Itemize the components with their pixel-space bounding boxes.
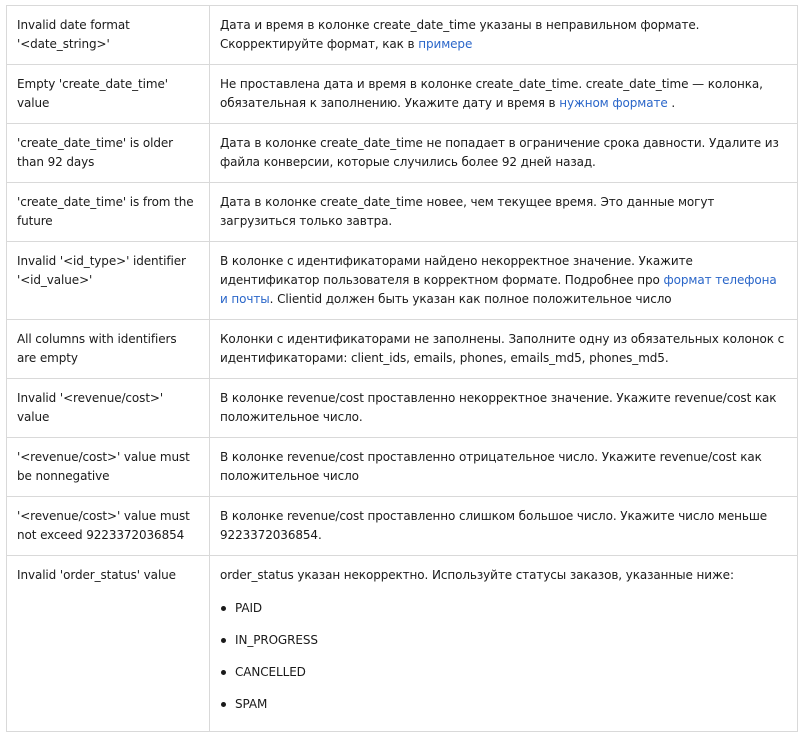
table-row [7, 6, 798, 65]
list-item: CANCELLED [220, 663, 787, 695]
error-code-cell: All columns with identifiers are empty [7, 320, 210, 379]
table-row [7, 379, 798, 438]
table-row [7, 438, 798, 497]
error-description-cell [210, 242, 798, 320]
table-row [7, 242, 798, 320]
error-description-cell [210, 65, 798, 124]
error-code-cell: Invalid '<id_type>' identifier '<id_value>' [7, 242, 210, 320]
description-text: Не проставлена дата и время в колонке create_date_time. create_date_time — колонка, обязательная к заполнению. Укажите дату и время в [220, 77, 763, 110]
order-status-list [220, 599, 787, 717]
list-item: SPAM [220, 695, 787, 717]
error-code-cell: Invalid 'order_status' value [7, 556, 210, 732]
description-text-tail: . Clientid должен быть указан как полное положительное число [269, 292, 672, 306]
error-code-cell: Empty 'create_date_time' value [7, 65, 210, 124]
description-text-tail: . [667, 96, 676, 110]
description-text: Дата и время в колонке create_date_time указаны в неправильном формате. Скорректируйте формат, как в [220, 18, 700, 51]
example-link[interactable]: примере [418, 37, 473, 51]
phone-email-format-link[interactable]: формат телефона и почты [220, 273, 777, 306]
error-code-cell: Invalid date format '<date_string>' [7, 6, 210, 65]
error-code-cell: '<revenue/cost>' value must not exceed 9223372036854 [7, 497, 210, 556]
error-description-cell: В колонке revenue/cost проставленно отрицательное число. Укажите revenue/cost как положительное число [210, 438, 798, 497]
error-code-cell: '<revenue/cost>' value must be nonnegative [7, 438, 210, 497]
error-codes-table [6, 5, 798, 732]
error-code-cell: 'create_date_time' is older than 92 days [7, 124, 210, 183]
error-description-cell [210, 6, 798, 65]
error-description-cell: В колонке revenue/cost проставленно некорректное значение. Укажите revenue/cost как положительное число. [210, 379, 798, 438]
error-code-cell: 'create_date_time' is from the future [7, 183, 210, 242]
error-description-cell: Колонки с идентификаторами не заполнены. Заполните одну из обязательных колонок с идентификаторами: client_ids, emails, phones, emails_md5, phones_md5. [210, 320, 798, 379]
description-text: order_status указан некорректно. Используйте статусы заказов, указанные ниже: [220, 568, 734, 582]
list-item: PAID [220, 599, 787, 631]
table-row [7, 497, 798, 556]
error-description-cell: Дата в колонке create_date_time новее, чем текущее время. Это данные могут загрузиться только завтра. [210, 183, 798, 242]
table-row [7, 556, 798, 732]
required-format-link[interactable]: нужном формате [559, 96, 668, 110]
description-text: В колонке с идентификаторами найдено некорректное значение. Укажите идентификатор пользователя в корректном формате. Подробнее про [220, 254, 693, 287]
table-row [7, 320, 798, 379]
table-row [7, 183, 798, 242]
list-item: IN_PROGRESS [220, 631, 787, 663]
error-description-cell: Дата в колонке create_date_time не попадает в ограничение срока давности. Удалите из файла конверсии, которые случились более 92 дней назад. [210, 124, 798, 183]
error-description-cell [210, 556, 798, 732]
error-description-cell: В колонке revenue/cost проставленно слишком большое число. Укажите число меньше 9223372036854. [210, 497, 798, 556]
error-code-cell: Invalid '<revenue/cost>' value [7, 379, 210, 438]
table-row [7, 124, 798, 183]
table-row [7, 65, 798, 124]
